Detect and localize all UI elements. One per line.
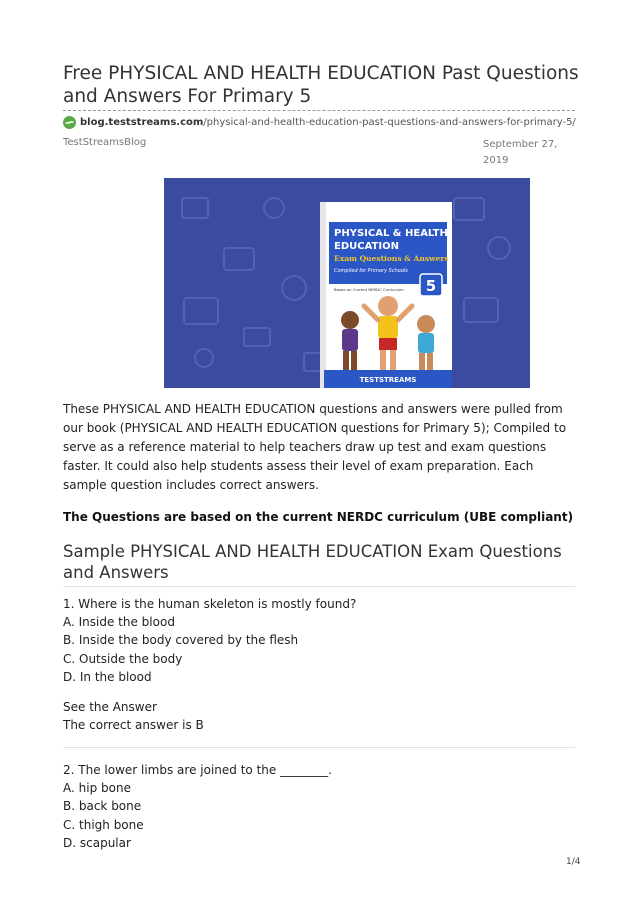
page-number: 1/4 [566,857,581,867]
option-a: A. hip bone [63,781,131,796]
question-divider [63,747,575,748]
option-a: A. Inside the blood [63,615,175,630]
question-1 [63,595,578,686]
page-title: Free PHYSICAL AND HEALTH EDUCATION Past Questions and Answers For Primary 5 [63,63,579,107]
answer-1 [63,698,578,734]
correct-answer: The correct answer is B [63,718,204,733]
option-b: B. back bone [63,799,142,814]
option-c: C. thigh bone [63,817,144,832]
question-text: 1. Where is the human skeleton is mostly found? [63,597,357,611]
section-heading: Sample PHYSICAL AND HEALTH EDUCATION Exam Questions and Answers [63,542,562,582]
book-number: 5 [425,277,437,295]
intro-paragraph: These PHYSICAL AND HEALTH EDUCATION questions and answers were pulled from our book (PHYSICAL AND HEALTH EDUCATION questions for Primary 5); Compiled to serve as a reference material to help teachers draw up test and exam questions faster. It could also help students assess their level of exam preparation. Each sample question includes correct answers. [63,402,567,492]
question-text: 2. The lower limbs are joined to the ________. [63,763,332,777]
author: TestStreamsBlog [63,137,147,148]
book-subtitle: Exam Questions & Answers [334,254,449,263]
publisher-logo-text: TESTSTREAMS [359,376,417,384]
see-answer-toggle[interactable]: See the Answer [63,700,157,714]
book-title-line2: EDUCATION [334,241,399,252]
link-icon [63,116,76,129]
option-d: D. In the blood [63,669,152,684]
section-divider [63,586,575,587]
source-link[interactable] [63,114,576,130]
curriculum-note: The Questions are based on the current NERDC curriculum (UBE compliant) [63,510,574,524]
book-title-line1: PHYSICAL & HEALTH [334,228,448,239]
source-domain: blog.teststreams.com [80,116,204,128]
option-b: B. Inside the body covered by the flesh [63,633,299,648]
option-c: C. Outside the body [63,651,183,666]
title-divider [63,110,575,111]
hero-image [164,178,530,388]
publish-date: September 27, 2019 [483,139,558,166]
book-cover-illustration [164,178,530,388]
source-path: /physical-and-health-education-past-questions-and-answers-for-primary-5/ [203,116,576,128]
question-2 [63,761,578,852]
book-note: Based on Current NERDC Curriculum [334,287,404,292]
option-d: D. scapular [63,835,131,850]
book-tagline: Compiled for Primary Schools [334,268,408,274]
